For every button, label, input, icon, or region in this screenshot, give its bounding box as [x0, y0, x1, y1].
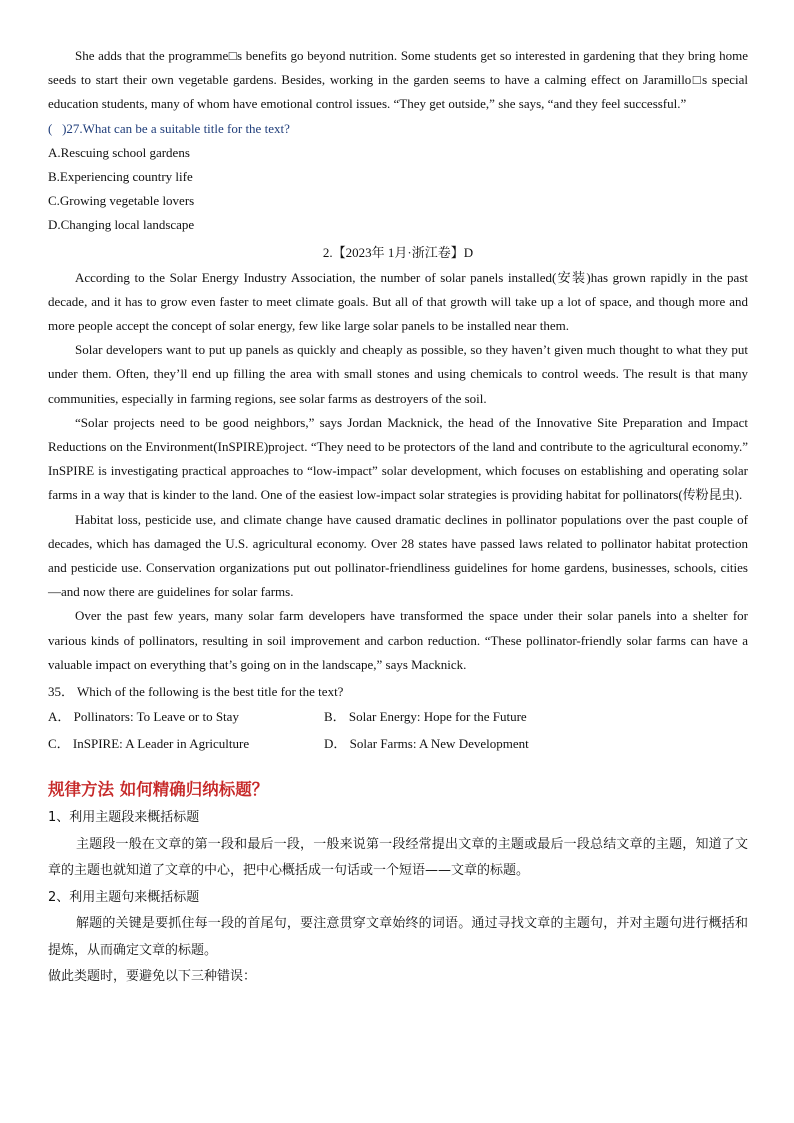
question-27: ( )27.What can be a suitable title for the text? — [48, 120, 290, 136]
passage2-paragraph-3: “Solar projects need to be good neighbors,” says Jordan Macknick, the head of the Innovative Site Preparation and Impact Reductions on the Environment(InSPIRE)project. “They need to be protectors of the land and contribute to the agricultural economy.” InSPIRE is investigating practical approaches to “low-impact” solar development, which focuses on establishing and operating solar farms in a way that is kinder to the land. One of the easiest low-impact solar strategies is providing habitat for pollinators(传粉昆虫). — [48, 414, 748, 503]
option-c: C.Growing vegetable lovers — [48, 193, 195, 209]
method-item2-text: 解题的关键是要抓住每一段的首尾句，要注意贯穿文章始终的词语。通过寻找文章的主题句，并对主题句进行概括和提炼，从而确定文章的标题。 — [48, 916, 748, 958]
option-a: A.Rescuing school gardens — [48, 144, 190, 160]
method-note: 做此类题时，要避免以下三种错误： — [48, 969, 257, 985]
passage2-paragraph-4: Habitat loss, pesticide use, and climate change have caused dramatic declines in pollinator populations over the past couple of decades, which has damaged the U.S. agricultural economy. Over 28 states have passed laws related to pollinator habitat protection and pesticide use. Conservation organizations put out pollinator-friendliness guidelines for home gardens, businesses, schools, cities—and now there are guidelines for solar farms. — [48, 511, 748, 600]
option-d: D． Solar Farms: A New Development — [324, 736, 529, 752]
question-35-options — [48, 705, 748, 755]
question-35: 35． Which of the following is the best title for the text? — [48, 684, 344, 700]
method-item1-title: 1、利用主题段来概括标题 — [48, 810, 200, 826]
passage2-source: 2.【2023年 1月·浙江卷】D — [322, 244, 474, 260]
option-a: A． Pollinators: To Leave or to Stay — [48, 709, 239, 725]
method-heading: 规律方法 如何精确归纳标题？ — [48, 780, 269, 800]
option-b: B． Solar Energy: Hope for the Future — [324, 709, 527, 725]
passage2-paragraph-2: Solar developers want to put up panels as quickly and cheaply as possible, so they haven’t given much thought to what they put under them. Often, they’ll end up filling the area with small stones and using chemicals to control weeds. The result is that many communities, especially in farming regions, see solar farms as destroyers of the soil. — [48, 342, 748, 406]
method-item1-text: 主题段一般在文章的第一段和最后一段，一般来说第一段经常提出文章的主题或最后一段总结文章的主题，知道了文章的主题也就知道了文章的中心，把中心概括成一句话或一个短语——文章的标题。 — [48, 836, 748, 879]
document-page — [48, 44, 748, 991]
option-b: B.Experiencing country life — [48, 169, 193, 185]
method-item2-title: 2、利用主题句来概括标题 — [48, 889, 200, 905]
option-c: C． InSPIRE: A Leader in Agriculture — [48, 736, 250, 752]
passage2-paragraph-1: According to the Solar Energy Industry Association, the number of solar panels installed(安装)has grown rapidly in the past decade, and it has to grow even faster to meet climate goals. But all of that growth will take up a lot of space, and though more and more people accept the concept of solar energy, few like large solar panels to be installed near them. — [48, 269, 748, 334]
passage1-paragraph: She adds that the programme□s benefits go beyond nutrition. Some students get so interested in gardening that they bring home seeds to start their own vegetable gardens. Besides, working in the garden seems to have a calming effect on Jaramillo□s special education students, many of whom have emotional control issues. “They get outside,” she says, “and they feel successful.” — [48, 48, 748, 112]
passage2-paragraph-5: Over the past few years, many solar farm developers have transformed the space under their solar panels into a shelter for various kinds of pollinators, resulting in soil improvement and carbon reduction. “These pollinator-friendly solar farms can have a valuable impact on everything that’s going on in the landscape,” says Macknick. — [48, 608, 748, 672]
option-d: D.Changing local landscape — [48, 217, 195, 233]
